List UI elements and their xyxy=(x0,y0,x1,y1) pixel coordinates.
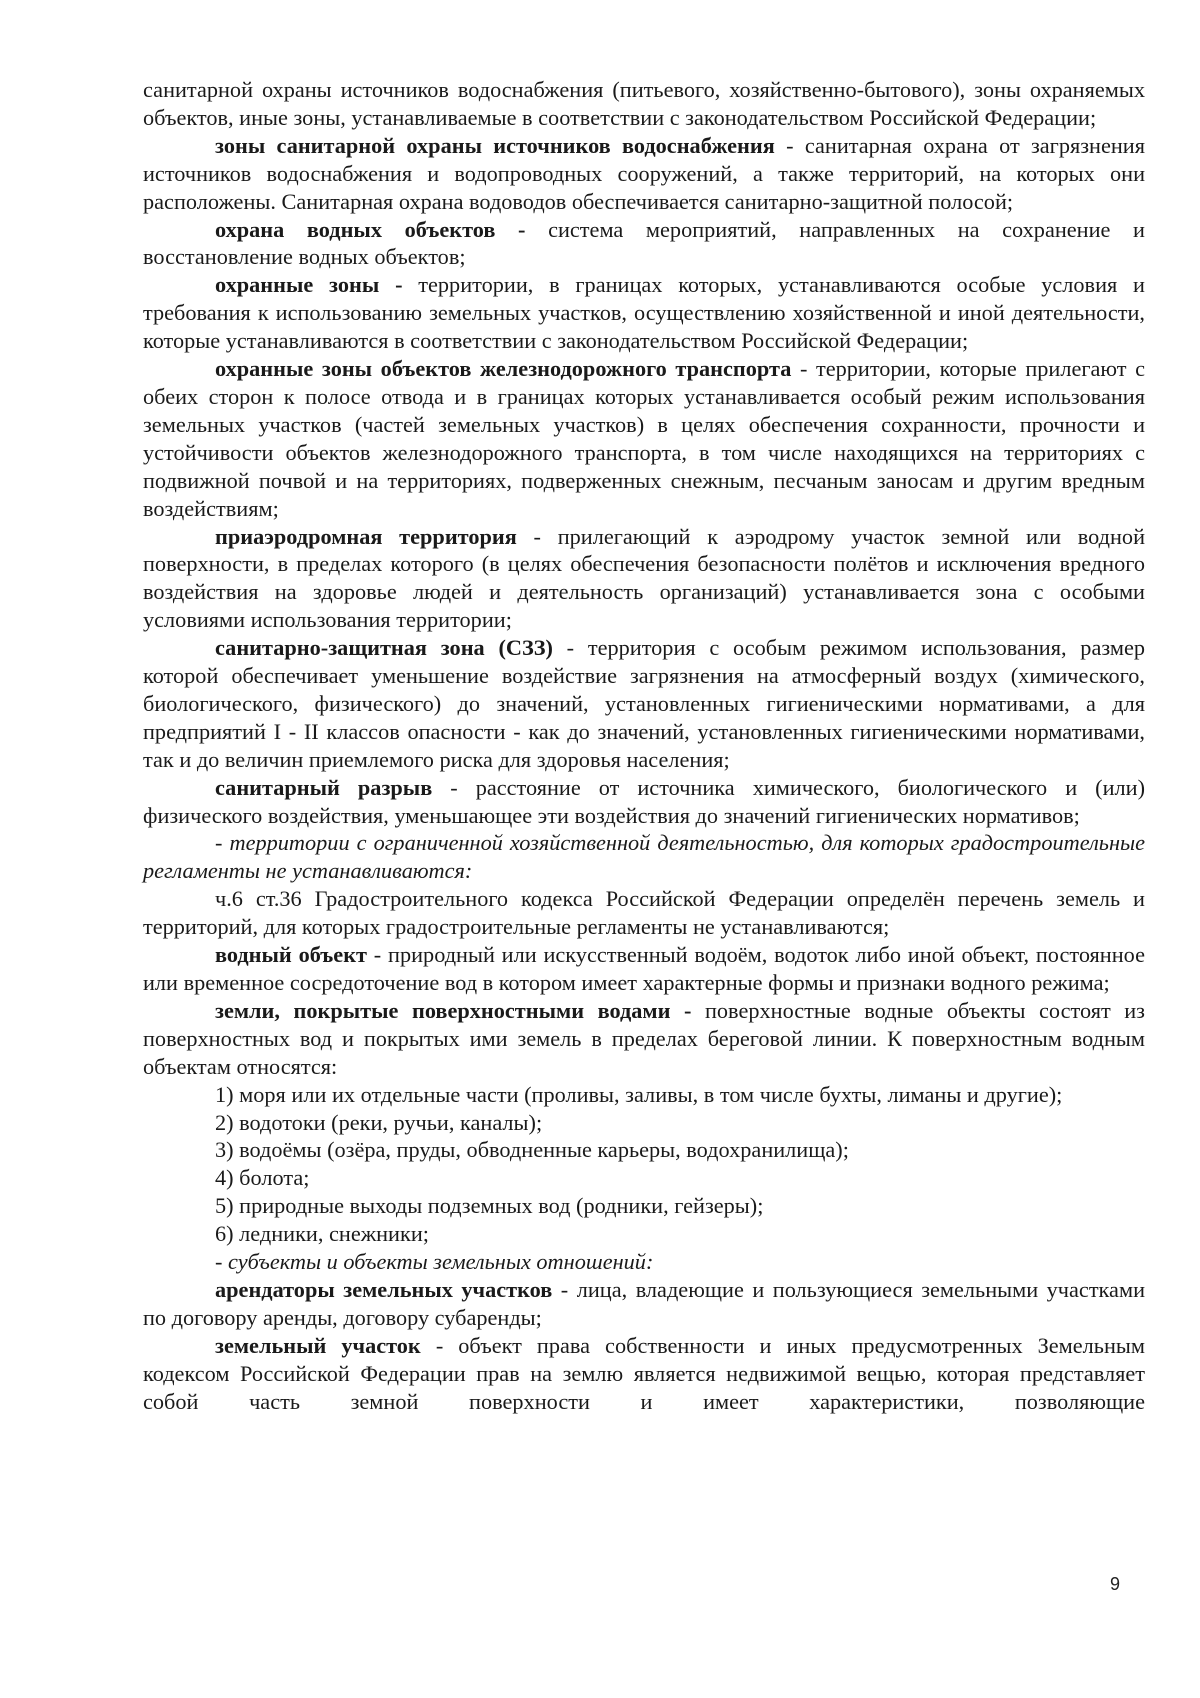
definition-term: охранные зоны объектов железнодорожного транспорта xyxy=(215,356,792,382)
definition-text: - расстояние от источника химического, биологического и (или) физического воздействия, уменьшающее эти воздействия до значений гигиенических нормативов; xyxy=(143,774,1145,828)
definition-paragraph xyxy=(143,941,1145,997)
definition-paragraph xyxy=(143,523,1145,635)
definition-paragraph xyxy=(143,271,1145,355)
list-item: 5) природные выходы подземных вод (родники, гейзеры); xyxy=(215,1193,764,1219)
definition-text: - территории, которые прилегают с обеих сторон к полосе отвода и в границах которых устанавливается особый режим использования земельных участков (частей земельных участков) в целях обеспечения сохранности, прочности и устойчивости объектов железнодорожного транспорта, в том числе находящихся на территориях с подвижной почвой и на территориях, подверженных снежным, песчаным заносам и другим вредным воздействиям; xyxy=(143,356,1145,521)
definition-text: территории, в границах которых, устанавливаются особые условия и требования к использованию земельных участков, осуществлению хозяйственной и иной деятельности, которые устанавливаются в соответствии с законодательством Российской Федерации; xyxy=(143,272,1145,354)
definition-paragraph xyxy=(143,634,1145,774)
definition-text: - лица, владеющие и пользующиеся земельными участками по договору аренды, договору субаренды; xyxy=(143,1276,1145,1330)
body-text xyxy=(143,76,1145,1416)
list-item: 3) водоёмы (озёра, пруды, обводненные карьеры, водохранилища); xyxy=(215,1137,849,1163)
list-item: 2) водотоки (реки, ручьи, каналы); xyxy=(215,1109,543,1135)
definition-term: зоны санитарной охраны источников водоснабжения xyxy=(215,132,775,158)
definition-paragraph xyxy=(143,216,1145,272)
definition-term: санитарно-защитная зона (СЗЗ) xyxy=(215,635,553,661)
definition-term: санитарный разрыв xyxy=(215,774,433,800)
definition-text: система мероприятий, направленных на сохранение и восстановление водных объектов; xyxy=(143,216,1145,270)
intro-paragraph: санитарной охраны источников водоснабжения (питьевого, хозяйственно-бытового), зоны охраняемых объектов, иные зоны, устанавливаемые в соответствии с законодательством Российской Федерации; xyxy=(143,77,1145,130)
definition-text: - природный или искусственный водоём, водоток либо иной объект, постоянное или временное сосредоточение вод в котором имеет характерные формы и признаки водного режима; xyxy=(143,942,1145,995)
definition-paragraph xyxy=(143,132,1145,216)
definition-text: - санитарная охрана от загрязнения источников водоснабжения и водопроводных сооружений, а также территорий, на которых они расположены. Санитарная охрана водоводов обеспечивается санитарно-защитной полосой; xyxy=(143,132,1145,214)
definition-text: - территория с особым режимом использования, размер которой обеспечивает уменьшение воздействие загрязнения на атмосферный воздух (химического, биологического, физического) до значений, установленных гигиеническими нормативами, а для предприятий I - II классов опасности - как до значений, установленных гигиеническими нормативами, так и до величин приемлемого риска для здоровья населения; xyxy=(143,635,1145,772)
section-heading: - субъекты и объекты земельных отношений: xyxy=(215,1249,654,1275)
definition-paragraph xyxy=(143,1276,1145,1332)
list-item: 6) ледники, снежники; xyxy=(215,1221,429,1247)
definition-paragraph xyxy=(143,355,1145,522)
section-heading: - территории с ограниченной хозяйственной деятельностью, для которых градостроительные регламенты не устанавливаются: xyxy=(143,830,1145,884)
definition-term: водный объект xyxy=(215,942,368,968)
definition-text: поверхностные водные объекты состоят из поверхностных вод и покрытых ими земель в пределах береговой линии. К поверхностным водным объектам относятся: xyxy=(143,997,1145,1079)
definition-term: земли, покрытые поверхностными водами - xyxy=(215,997,692,1023)
definition-term: охрана водных объектов - xyxy=(215,216,526,242)
definition-text: - объект права собственности и иных предусмотренных Земельным кодексом Российской Федерации прав на землю является недвижимой вещью, которая представляет собой часть земной поверхности и имеет характеристики, позволяющие xyxy=(143,1332,1145,1414)
definition-text: - прилегающий к аэродрому участок земной или водной поверхности, в пределах которого (в целях обеспечения безопасности полётов и исключения вредного воздействия на здоровье людей и деятельность организаций) устанавливается зона с особыми условиями использования территории; xyxy=(143,523,1146,633)
definition-paragraph xyxy=(143,774,1145,830)
page-number: 9 xyxy=(1110,1574,1121,1594)
section-note: ч.6 ст.36 Градостроительного кодекса Российской Федерации определён перечень земель и территорий, для которых градостроительные регламенты не устанавливаются; xyxy=(143,886,1145,940)
definition-term: охранные зоны - xyxy=(215,272,403,298)
list-item: 4) болота; xyxy=(215,1165,310,1191)
definition-paragraph xyxy=(143,1332,1145,1416)
definition-paragraph xyxy=(143,997,1145,1081)
definition-term: земельный участок xyxy=(215,1332,421,1358)
definition-term: приаэродромная территория xyxy=(215,523,517,549)
definition-term: арендаторы земельных участков xyxy=(215,1276,553,1302)
list-item: 1) моря или их отдельные части (проливы, заливы, в том числе бухты, лиманы и другие); xyxy=(215,1081,1063,1107)
